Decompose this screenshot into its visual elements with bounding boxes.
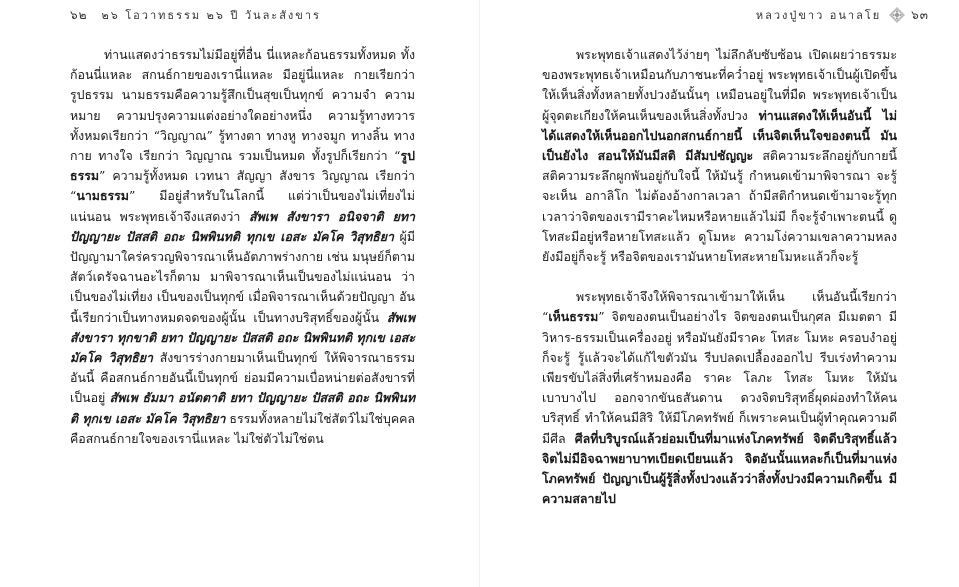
- diamond-flower-ornament-icon: [889, 7, 905, 23]
- paragraph: [542, 287, 897, 509]
- right-body-text: [542, 45, 897, 509]
- body-run: ธรรมทั้งหลายไม่ใช่สัตว์ไม่ใช่บุคคล คือสกนธ์กายใจของเรานี่แหละ ไม่ใช่ตัวไม่ใช่ตน: [70, 410, 415, 446]
- emphasis-text: รูปธรรม: [70, 148, 415, 184]
- left-running-head: [70, 6, 321, 24]
- left-page-number: ๖๒: [70, 7, 88, 22]
- paragraph: [542, 45, 897, 267]
- left-running-title: ๒๖ โอวาทธรรม ๒๖ ปี วันละสังขาร: [101, 9, 321, 22]
- right-running-title: หลวงปู่ขาว อนาลโย: [755, 9, 882, 22]
- pali-verse: สัพเพ สังขารา ทุกขาติ ยทา ปัญญายะ ปัสสติ อถะ นิพพินทติ ทุกเข เอสะ มัคโค วิสุทธิยา: [70, 309, 415, 366]
- paragraph: [70, 45, 415, 449]
- body-run: พระพุทธเจ้าจึงให้พิจารณาเข้ามาให้เห็น เห็นอันนี้เรียกว่า “: [542, 289, 897, 325]
- emphasis-text: ท่านแสดงให้เห็นอันนี้ ไม่ได้แสดงให้เห็นออกไปนอกสกนธ์กายนี้ เห็นจิตเห็นใจของตนนี้ มันเป็นยังไง สอนให้มันมีสติ มีสัมปชัญญะ: [542, 107, 897, 164]
- body-run: พระพุทธเจ้าแสดงไว้ง่ายๆ ไม่ลึกลับซับซ้อน เปิดเผยว่าธรรมะของพระพุทธเจ้าเหมือนกับภาชนะที่คว่ำอยู่ พระพุทธเจ้าเป็นผู้เปิดขึ้นให้เห็นสิ่งทั้งหลายทั้งปวงอันนั้นๆ เหมือนอยู่ในที่มืด พระพุทธเจ้าเป็นผู้จุดตะเกียงให้คนเห็นของเห็นสิ่งทั้งปวง: [542, 47, 897, 123]
- right-running-head: [756, 6, 929, 24]
- emphasis-text: เห็นธรรม: [548, 309, 599, 325]
- body-run: ” ความรู้ทั้งหมด เวทนา สัญญา สังขาร วิญญาณ เรียกว่า “: [70, 168, 415, 204]
- pali-verse: สัพเพ สังขารา อนิจจาติ ยทา ปัญญายะ ปัสสติ อถะ นิพพินทติ ทุกเข เอสะ มัคโค วิสุทธิยา: [70, 208, 415, 244]
- left-page: [0, 0, 479, 587]
- right-page-number: ๖๓: [911, 7, 929, 22]
- left-body-text: [70, 45, 415, 449]
- body-run: สังขารร่างกายมาเห็นเป็นทุกข์ ให้พิจารณาธรรมอันนี้ คือสกนธ์กายอันนี้เป็นทุกข์ ย่อมมีความเบื่อหน่ายต่อสังขารที่เป็นอยู่: [70, 350, 415, 406]
- pali-verse: สัพเพ ธัมมา อนัตตาติ ยทา ปัญญายะ ปัสสติ อถะ นิพพินทติ ทุกเข เอสะ มัคโค วิสุทธิยา: [70, 390, 415, 426]
- body-run: ” จิตของตนเป็นอย่างไร จิตของตนเป็นกุศล มีเมตตา มีวิหาร-ธรรมเป็นเครื่องอยู่ หรือมันยังมีราคะ โทสะ โมหะ ครอบงำอยู่ก็จะรู้ รู้แล้วจะได้แก้ไขตัวมัน รีบปลดเปลื้องออกไป รีบเร่งทำความเพียรขับไล่สิ่งที่เศร้าหมองคือ ราคะ โลภะ โทสะ โมหะ ให้มันเบาบางไป ออกจากขันธสันดาน ดวงจิตบริสุทธิ์ผุดผ่องทำให้คนบริสุทธิ์ ทำให้คนมีสิริ ให้มีโภคทรัพย์ ก็เพราะคนเป็นผู้ทำคุณความดีมีศีล: [542, 309, 897, 446]
- body-run: ท่านแสดงว่าธรรมไม่มีอยู่ที่อื่น นี่แหละก้อนธรรมทั้งหมด ทั้งก้อนนี่แหละ สกนธ์กายของเรานี่แหละ มีอยู่นี่แหละ กายเรียกว่า รูปธรรม นามธรรมคือความรู้สึกเป็นสุขเป็นทุกข์ ความจำ ความหมาย ความปรุงความแต่งอย่างใดอย่างหนึ่ง ความรู้ทางทวารทั้งหมดเรียกว่า “วิญญาณ” รู้ทางตา ทางหู ทางจมูก ทางลิ้น ทางกาย ทางใจ เรียกว่า วิญญาณ รวมเป็นหมด ทั้งรูปก็เรียกว่า “: [70, 47, 415, 164]
- right-page: [480, 0, 959, 587]
- emphasis-text: นามธรรม: [76, 188, 129, 204]
- body-run: ผู้มีปัญญามาใคร่ครวญพิจารณาเห็นอัตภาพร่างกาย เช่น มนุษย์ก็ตาม สัตว์เดรัจฉานอะไรก็ตาม มาพิจารณาเห็นเป็นของไม่แน่นอน ว่าเป็นของไม่เที่ยง เป็นของเป็นทุกข์ เมื่อพิจารณาเห็นด้วยปัญญา อันนี้เรียกว่าเป็นทางหมดจดของผู้นั้น เป็นทางบริสุทธิ์ของผู้นั้น: [70, 228, 415, 325]
- body-run: ” มีอยู่สำหรับในโลกนี้ แต่ว่าเป็นของไม่เที่ยงไม่แน่นอน พระพุทธเจ้าจึงแสดงว่า: [70, 188, 415, 224]
- body-run: สติความระลึกอยู่กับกายนี้ สติความระลึกผูกพันอยู่กับใจนี้ ให้มันรู้ กำหนดเข้ามาพิจารณา จะรู้จะเห็น อกาลิโก ไม่ต้องอ้างกาลเวลา ถ้ามีสติกำหนดเข้ามาจะรู้ทุกเวลาว่าจิตของเรามีราคะไหมหรือหายแล้วไม่มี ก็จะรู้จำเพาะตนนี้ ดูโทสะมีอยู่หรือหายโทสะแล้ว ดูโมหะ ความโง่ความเขลาความหลง ยังมีอยู่ก็จะรู้ หรือจิตของเรามันหายโทสะหายโมหะแล้วก็จะรู้: [542, 148, 897, 265]
- emphasis-text: ศีลที่บริบูรณ์แล้วย่อมเป็นที่มาแห่งโภคทรัพย์ จิตดีบริสุทธิ์แล้ว จิตไม่มีอิจฉาพยาบาทเบียดเบียนแล้ว จิตอันนั้นแหละก็เป็นที่มาแห่งโภคทรัพย์ ปัญญาเป็นผู้รู้สิ่งทั้งปวงแล้วว่าสิ่งทั้งปวงมีความเกิดขึ้น มีความสลายไป: [542, 430, 897, 507]
